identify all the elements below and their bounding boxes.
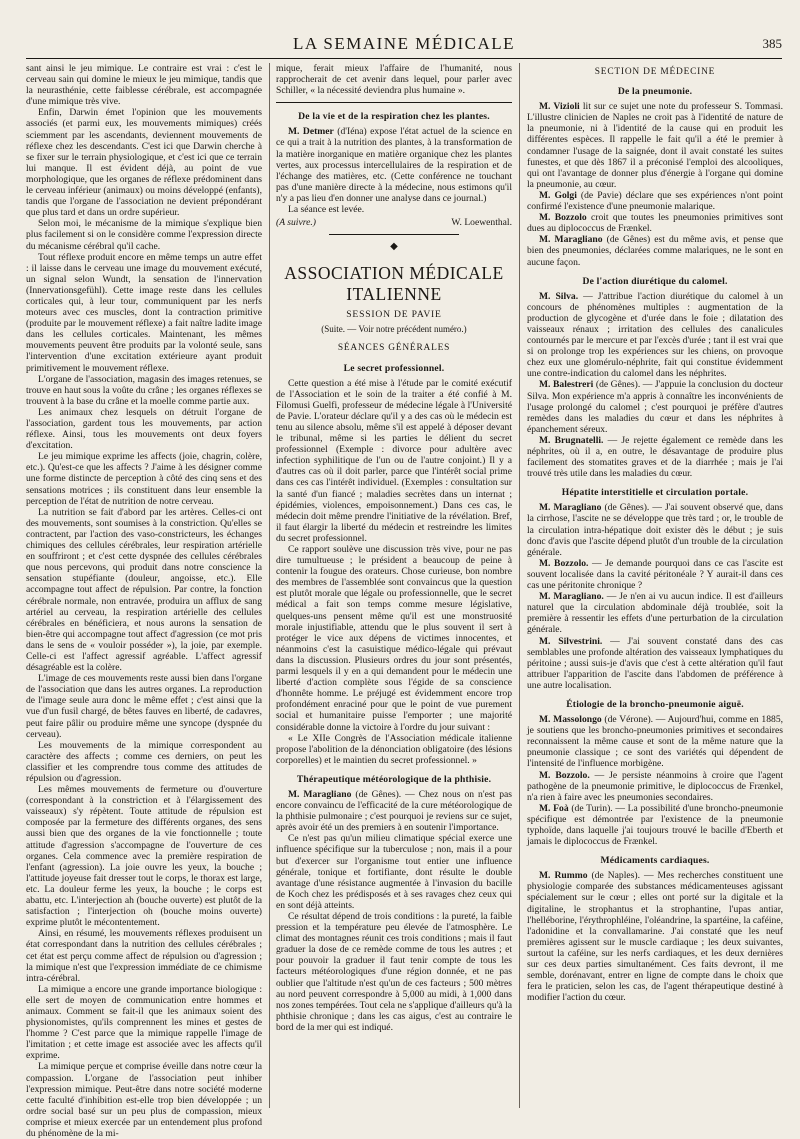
- paragraph: — J'attribue l'action diurétique du calomel à un concours de phénomènes multiples : augmentation de la production de glycogène et d'urée dans le foie ; dilatation des vaisseaux rénaux ; irritation des cellules des canalicules contournés par le mercure et par l'excès d'urée ; tant il est vrai que si on prolonge trop les expériences sur les chiens, on provoque chez eux une glomérulo-néphrite, fait qui constitue évidemment une contre-indication du calomel dans les néphrites.: [527, 290, 784, 380]
- article-subtitle: SESSION DE PAVIE: [346, 309, 442, 321]
- section-title: Hépatite interstitielle et circulation portale.: [561, 487, 749, 499]
- paragraph: Ainsi, en résumé, les mouvements réflexes produisent un état correspondant dans la nutrition des cellules cérébrales ; cet état est perçu comme affect de répulsion ou d'agression ; la mimique n'est que l'expression immédiate de ce chimisme intra-cérébral.: [26, 928, 262, 984]
- section-title: Le secret professionnel.: [343, 362, 445, 374]
- header-rule: [26, 58, 782, 59]
- column-separator: [269, 63, 270, 1108]
- ornament-icon: ◆: [390, 241, 398, 253]
- speaker: M. Bozzolo: [539, 212, 587, 224]
- paragraph: — Je demande pourquoi dans ce cas l'ascite est souvent localisée dans la cavité péritonéale ? Y aurait-il dans ces cas une péritonite chronique ?: [527, 557, 783, 592]
- paragraph: (de Gênes). — J'ai souvent observé que, dans la cirrhose, l'ascite ne se développe que très tard ; or, le trouble de la circulation intra-hépatique doit exister dès le début ; je suis donc d'avis que l'ascite dépend plutôt d'un trouble de la circulation générale.: [527, 502, 783, 558]
- speaker: M. Silva.: [539, 290, 579, 302]
- paragraph: Ce rapport soulève une discussion très vive, pour ne pas dire tumultueuse ; le président a beaucoup de peine à contenir la fougue des orateurs. Chose curieuse, bon nombre des membres de l'assemblée sont convaincus que la question est plutôt morale que légale ou professionnelle, que le secret médical a fait son temps comme mesure législative, quelques-uns pensent même qu'il est une monstruosité morale injustifiable, attendu que le plus souvent il sert à protéger le vice aux dépens de victimes innocentes, et néanmoins c'est la casuistique médico-légale qui prévaut dans la discussion. Plusieurs ordres du jour sont présentés, parmi lesquels il y en a qui demandent pour le médecin une liberté d'action complète sous l'égide de sa conscience d'honnête homme. Le préjugé est évidemment encore trop profondément enraciné pour que le point de vue purement social et humanitaire puisse l'emporter ; une majorité considérable donne la victoire à l'ordre du jour suivant :: [276, 544, 512, 733]
- section-title: De la vie et de la respiration chez les plantes.: [298, 111, 490, 123]
- paragraph: L'image de ces mouvements reste aussi bien dans l'organe de l'association que dans les autres organes. La reproduction de l'image seule aura donc le même effet ; c'est ainsi que la vue d'un fusil chargé, de bêtes fauves en liberté, de cadavres, peut faire pâlir ou produire même une syncope (dyspnée du cerveau).: [26, 673, 262, 740]
- signature-line: [276, 217, 512, 228]
- paragraph: Ce résultat dépend de trois conditions : la pureté, la faible pression et la température peu élevée de l'atmosphère. Le climat des montagnes réunit ces trois conditions ; mais il faut graduer la dose de ce remède comme de tous les autres ; et pour pouvoir la graduer il faut tenir compte de tous les facteurs météorologiques d'une région donnée, et ne pas oublier que l'altitude n'est qu'un de ces facteurs ; 500 mètres au nord peuvent correspondre à 5,000 au midi, à 1,000 dans nos zones tempérées. Tout cela ne s'applique d'ailleurs qu'à la phthisie chronique ; dans les cas aigus, c'est au contraire le bord de la mer qui est indiqué.: [276, 911, 512, 1033]
- paragraph: croit que toutes les pneumonies primitives sont dues au diplococcus de Frænkel.: [527, 212, 783, 235]
- section-title: Étiologie de la broncho-pneumonie aiguë.: [566, 698, 744, 710]
- paragraph: La séance est levée.: [288, 204, 365, 216]
- paragraph: La mimique a encore une grande importance biologique : elle sert de moyen de communication entre hommes et animaux. Comment se fait-il que les animaux soient des physionomistes, qu'ils comprennent les mines et gestes de l'homme ? C'est parce que la mimique rappelle l'image de l'imitation ; et cette image est associée avec les affects qu'il exprime.: [26, 983, 262, 1062]
- speaker: M. Rummo: [539, 870, 588, 882]
- column-1: [26, 63, 262, 1139]
- paragraph: La nutrition se fait d'abord par les artères. Celles-ci ont des mouvements, sont soumises à la constriction. Qu'elles se contractent, par l'action des vaso-constricteurs, les échanges chimiques des cellules cérébrales, leur respiration artérielle en souffriront ; et c'est cette dyspnée des cellules cérébrales que nous percevons, qui produit dans notre conscience la sensation stupéfiante (douleur, angoisse, etc.). Elle accompagne tout affect de répulsion. Par contre, la fonction cérébrale normale, non entravée, produira un afflux de sang artériel au cerveau, la respiration artérielle des cellules cérébrales en bénéficiera, et nous aurons la sensation de bien-être qui accompagne tout affect d'agression (ce mot pris dans le sens de « vouloir posséder »), la joie, par exemple. Celle-ci est l'affect agressif agréable. L'affect agressif désagréable est la colère.: [26, 506, 262, 674]
- paragraph: « Le XIIe Congrès de l'Association médicale italienne propose l'abolition de la dénonciation obligatoire (des lésions corporelles) et le maintien du secret professionnel. »: [276, 732, 512, 766]
- paragraph: (de Turin). — La possibilité d'une broncho-pneumonie spécifique est démontrée par l'existence de la pneumonie typhoïde, dans laquelle j'ai toujours trouvé le bacille d'Eberth et jamais le diplococcus de Frænkel.: [527, 802, 784, 848]
- paragraph: — Je persiste néanmoins à croire que l'agent pathogène de la pneumonie primitive, le diplococcus de Frænkel, n'a rien à faire avec les pneumonies secondaires.: [527, 769, 783, 803]
- column-separator: [519, 63, 520, 1108]
- paragraph: (de Naples). — Mes recherches constituent une physiologie comparée des substances médicamenteuses agissant spécialement sur le cœur ; elles ont porté sur la digitale et la digitaline, le strophantus et la strophantine, l'upas antiar, l'helléborine, l'érythrophléine, l'oléandrine, la spartéine, la caféine, l'adonidine et la convallamarine. J'ai constaté que les neuf premières agissent sur le muscle cardiaque ; les deux suivantes, surtout la caféine, sur les nerfs cardiaques, et les deux dernières sur ces deux parties simultanément. Ces faits devront, il me semble, dorénavant, entrer en ligne de compte dans le choix que fera le praticien, selon les cas, de l'agent thérapeutique destiné à modifier l'action du cœur.: [527, 870, 783, 1004]
- speaker: M. Vizioli: [539, 101, 580, 113]
- section-title: Thérapeutique météorologique de la phthisie.: [296, 773, 492, 785]
- column-2: [276, 63, 512, 1108]
- paragraph: sant ainsi le jeu mimique. Le contraire est vrai : c'est le cerveau sain qui domine le mieux le jeu mimique, tandis que la neurasthénie, cette faiblesse cérébrale, est accompagnée d'une mimique très vive.: [26, 63, 262, 108]
- paragraph: — Je rejette également ce remède dans les néphrites, où il a, en outre, le désavantage de produire plus facilement des stomatites graves et de la diarrhée ; mais je l'ai trouvé très utile dans les maladies du cœur.: [527, 434, 783, 480]
- speaker: M. Maragliano: [539, 502, 602, 514]
- paragraph: Enfin, Darwin émet l'opinion que les mouvements associés (et parmi eux, les mouvements mimiques) créés sciemment par les ascendants, deviennent mouvements de réflexe chez les descendants. C'est ici que Darwin cherche à se fixer sur le terrain physiologique, et c'est ici que ce terrain lui manque. Il est évident déjà, au point de vue morphologique, que les organes de réflexe prédominent dans le cerveau inférieur (animaux) ou moins développé (enfants), tandis que l'organe de l'association ne devient prépondérant que plus tard et dans un ordre supérieur.: [26, 107, 262, 219]
- to-be-continued: (A suivre.): [276, 217, 316, 229]
- speaker: M. Bozzolo.: [539, 557, 589, 569]
- section-title: De l'action diurétique du calomel.: [582, 275, 728, 287]
- paragraph: Selon moi, le mécanisme de la mimique s'explique bien plus facilement si on le considère comme l'expression directe du mécanisme cérébral qu'il cache.: [26, 218, 262, 252]
- speaker: M. Balestreri: [539, 379, 594, 391]
- speaker: M. Brugnatelli.: [539, 434, 604, 446]
- paragraph: La mimique perçue et comprise éveille dans notre cœur la compassion. L'organe de l'association peut inhiber l'expression mimique. Peut-être dans notre société moderne cette faculté d'inhibition est-elle trop bien développée ; un ordre social basé sur un peu plus de compassion, mieux comprise et mieux exercée par un entendement plus profond du phénomène de la mi-: [26, 1061, 262, 1139]
- speaker: M. Golgi: [539, 189, 577, 201]
- speaker: M. Massolongo: [539, 714, 602, 726]
- running-title: LA SEMAINE MÉDICALE: [292, 34, 516, 53]
- section-title: Médicaments cardiaques.: [600, 855, 710, 867]
- speaker: M. Maragliano: [539, 234, 603, 246]
- continuation-note: (Suite. — Voir notre précédent numéro.): [321, 324, 467, 335]
- paragraph: Ce n'est pas qu'un milieu climatique spécial exerce une influence spécifique sur la tuberculose ; non, mais il a pour but d'exercer sur l'organisme tout entier une influence générale, tonique et fortifiante, dont résulte le double avantage d'une résistance augmentée à l'invasion du bacille de Koch chez les prédisposés et à ses ravages chez ceux qui en sont déjà atteints.: [276, 833, 512, 911]
- paragraph: (de Vérone). — Aujourd'hui, comme en 1885, je soutiens que les broncho-pneumonies primitives et secondaires reconnaissent la même cause et sont de la même nature que la pneumonie classique ; ce sont des variétés qui dépendent de l'intensité de l'influence morbigène.: [527, 714, 784, 770]
- paragraph: — Je n'en ai vu aucun indice. Il est d'ailleurs naturel que la circulation abdominale déjà troublée, soit la première à ressentir les effets d'une perturbation de la circulation générale.: [527, 591, 784, 636]
- paragraph: Cette question a été mise à l'étude par le comité exécutif de l'Association et le soin de la traiter a été confié à M. Filomusi Guelfi, professeur de médecine légale à l'Université de Pavie. L'orateur déclare qu'il y a des cas où le médecin est tenu au silence absolu, même s'il est appelé à déposer devant le tribunal, même si les parties le délient du secret professionnel (Exemple : divorce pour adultère avec infection syphilitique de l'un ou de l'autre conjoint.) Il y a d'autres cas où il doit parler, parce que l'intérêt social prime dans ces cas l'intérêt individuel. (Exemples : consultation sur la santé d'un fiancé ; maladies secrètes dans un internat ; épidémies, violences, empoisonnement.) Dans ces cas, le médecin doit même prendre l'initiative de la révélation. Bref, il faut élargir la liberté du médecin et restreindre les limites du secret professionnel.: [276, 377, 512, 544]
- rule: [276, 102, 512, 103]
- speaker: M. Detmer: [288, 126, 334, 138]
- paragraph: (de Gênes) est du même avis, et pense que bien des pneumonies, déclarées comme malariques, ne le sont en aucune façon.: [527, 234, 784, 268]
- section-heading: SÉANCES GÉNÉRALES: [337, 343, 451, 354]
- speaker: M. Maragliano.: [539, 591, 604, 603]
- rule: [329, 234, 459, 235]
- paragraph: mique, ferait mieux l'affaire de l'humanité, nous rapprocherait de cet avenir dans lequel, pour parler avec Schiller, « la nécessité deviendra plus humaine ».: [276, 63, 512, 97]
- article-title: ASSOCIATION MÉDICALE ITALIENNE: [284, 263, 504, 305]
- speaker: M. Maragliano: [288, 788, 352, 800]
- paragraph: (d'Iéna) expose l'état actuel de la science en ce qui a trait à la nutrition des plantes, à la transformation de la matière inorganique en matière organique chez les plantes vertes, aux processus intercellulaires de la respiration et de l'échange des matières, etc. (Cette conférence ne touchant pas d'une manière directe à la médecine, nous estimons qu'il n'y a pas lieu d'en donner une analyse dans ce journal.): [276, 126, 512, 204]
- paragraph: Les mêmes mouvements de fermeture ou d'ouverture (correspondant à la constriction et à l'élargissement des vaisseaux) s'y répètent. Toute attitude de répulsion est composée par la fermeture des différents organes, des sens aussi bien que des organes de la vie fonctionnelle ; toute attitude d'agression s'accompagne de l'ouverture de ces organes. Cela commence avec la première respiration de l'enfant (agression). La joie ouvre les yeux, la bouche ; l'attitude joyeuse fait dresser tout le corps, le thorax est large, etc. La douleur ferme les yeux, la bouche ; le corps est abattu, etc. L'interjection ah (bouche ouverte) est plutôt de la satisfaction ; l'interjection oh (bouche moins ouverte) exprime plutôt le mécontentement.: [26, 784, 262, 929]
- paragraph: (de Pavie) déclare que ses expériences n'ont point confirmé l'existence d'une pneumonie malarique.: [527, 189, 783, 213]
- paragraph: — J'ai souvent constaté dans des cas semblables une profonde altération des vaisseaux lymphatiques du péritoine ; aussi suis-je d'avis que c'est à cette altération qu'il faut attribuer l'apparition de l'ascite dans l'abdomen de préférence à une autre localisation.: [527, 635, 783, 691]
- page-number: 385: [762, 36, 782, 51]
- speaker: M. Bozzolo.: [539, 769, 590, 781]
- paragraph: Le jeu mimique exprime les affects (joie, chagrin, colère, etc.). Qu'est-ce que les affects ? J'aime à les désigner comme une forme distincte de perception à côté des cinq sens et des sensations motrices ; ils constituent dans leur ensemble la perception de l'état de nutrition de notre cerveau.: [26, 451, 262, 507]
- speaker: M. Silvestrini.: [539, 635, 603, 647]
- paragraph: Les animaux chez lesquels on détruit l'organe de l'association, gardent tous les mouvements, par action réflexe. Ainsi, tous les mouvements ont deux foyers d'excitation.: [26, 406, 262, 452]
- paragraph: (de Gênes). — Chez nous on n'est pas encore convaincu de l'efficacité de la cure météorologique de la phthisie pulmonaire ; c'est pourquoi je reviens sur ce sujet, après avoir été un des premiers à en soutenir l'importance.: [276, 788, 512, 834]
- paragraph: Tout réflexe produit encore en même temps un autre effet : il laisse dans le cerveau une image du mouvement exécuté, un signal selon Wundt, la sensation de l'innervation (Innervationsgefühl). Cette image reste dans les cellules corticales qui, à leur tour, communiquent par les nerfs moteurs avec ces muscles, dont la contraction primitive (produite par le mouvement réflexe) a fait naître ladite image dans les cellules corticales. Maintenant, les mêmes mouvements peuvent être produits par la volonté seule, sans l'intervention d'une excitation extérieure ayant produit primitivement le mouvement réflexe.: [26, 251, 262, 374]
- paragraph: lit sur ce sujet une note du professeur S. Tommasi. L'illustre clinicien de Naples ne croit pas à l'identité de nature de la pneumonie, ni à l'identité de la cause qui en produit les différentes espèces. Il rappelle le fait qu'il a été le premier à condamner l'usage de la saignée, dont il avait constaté les suites funestes, et que dès 1867 il a préconisé l'emploi des alcooliques, qui ont l'avantage de donner plus d'énergie à l'organe qui domine la pneumonie, au cœur.: [527, 101, 783, 190]
- speaker: M. Foà: [539, 802, 569, 814]
- paragraph: (de Gênes). — J'appuie la conclusion du docteur Silva. Mon expérience m'a appris à connaître les inconvénients de l'usage prolongé du calomel ; c'est pourquoi je préfère d'autres remèdes dans les maladies du cœur et dans les néphrites à épanchement séreux.: [527, 379, 784, 435]
- author-signature: W. Loewenthal.: [451, 217, 512, 229]
- page-header: [26, 34, 782, 58]
- section-title: De la pneumonie.: [617, 86, 693, 98]
- column-3: [527, 63, 783, 1108]
- paragraph: L'organe de l'association, magasin des images retenues, se trouve en haut sous la voûte du crâne ; les organes réflexes se trouvent à la base du crâne et la moelle comme partie aux.: [26, 373, 262, 407]
- section-heading: SECTION DE MÉDECINE: [594, 67, 716, 77]
- paragraph: Les mouvements de la mimique correspondent au caractère des affects ; comme ces derniers, on peut les classifier et les comprendre tous comme des attitudes de répulsion ou d'agression.: [26, 739, 262, 784]
